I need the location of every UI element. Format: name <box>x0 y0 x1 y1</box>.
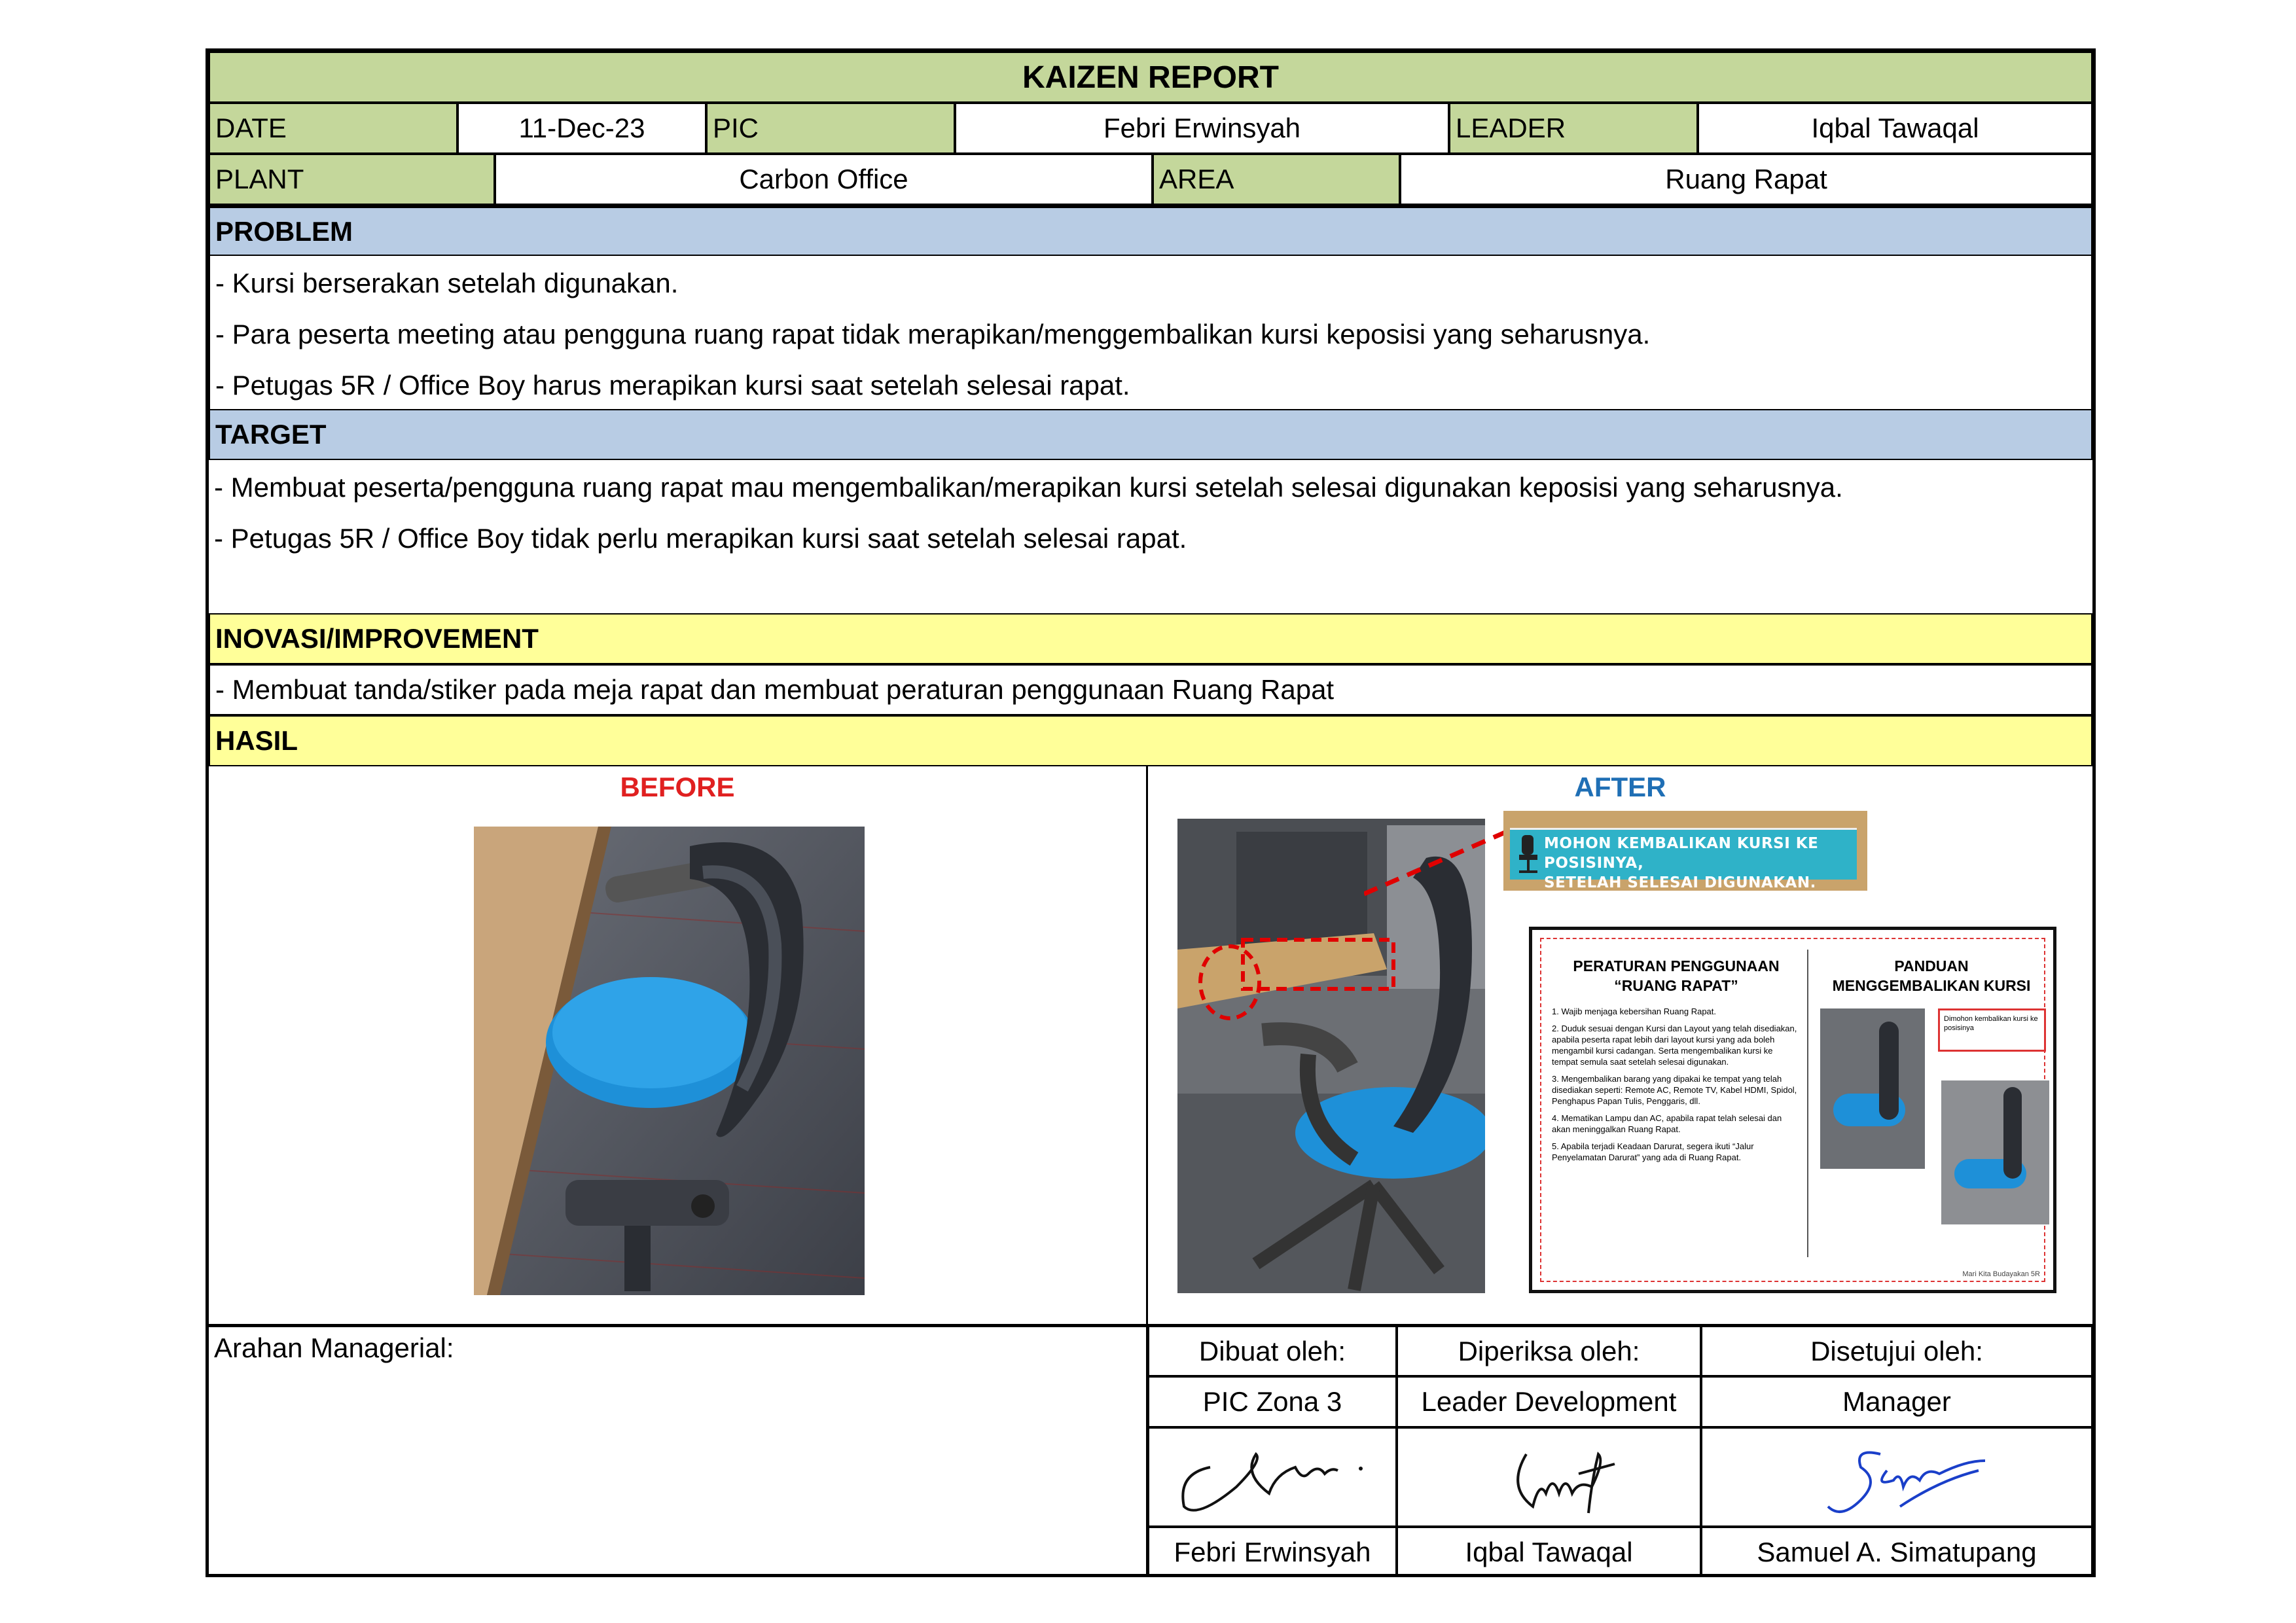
arahan-managerial <box>209 1324 1148 1577</box>
sticker-line: SETELAH SELESAI DIGUNAKAN. <box>1544 874 1816 891</box>
poster-callout: Dimohon kembalikan kursi ke posisinya <box>1938 1008 2046 1052</box>
area-label: AREA <box>1153 154 1400 205</box>
poster-rule: 3. Mengembalikan barang yang dipakai ke tempat yang telah disediakan seperti: Remote AC, Remote TV, Kabel HDMI, Spidol, Penghapus Papan Tulis, Penggaris, dll. <box>1552 1074 1797 1106</box>
signature-samuel <box>1789 1435 2005 1520</box>
rules-poster <box>1529 927 2056 1293</box>
chair-icon <box>1515 834 1541 874</box>
arahan-label: Arahan Managerial: <box>214 1332 454 1363</box>
poster-rules <box>1552 1006 1801 1169</box>
approval-role: Leader Development <box>1397 1376 1701 1427</box>
report-title: KAIZEN REPORT <box>209 52 2092 103</box>
problem-line: - Para peserta meeting atau pengguna ruang rapat tidak merapikan/menggembalikan kursi keposisi yang seharusnya. <box>215 319 1651 349</box>
pic-label: PIC <box>706 103 955 154</box>
pic-value: Febri Erwinsyah <box>955 103 1449 154</box>
poster-left-title <box>1552 956 1801 995</box>
problem-line: - Kursi berserakan setelah digunakan. <box>215 268 679 298</box>
poster-photo-2 <box>1941 1080 2049 1224</box>
problem-body <box>209 256 2092 409</box>
signature-iqbal <box>1441 1435 1657 1520</box>
leader-value: Iqbal Tawaqal <box>1698 103 2092 154</box>
target-line: - Petugas 5R / Office Boy tidak perlu merapikan kursi saat setelah selesai rapat. <box>214 523 1187 554</box>
poster-title-line: “RUANG RAPAT” <box>1614 977 1738 994</box>
sticker-photo <box>1503 811 1867 891</box>
improvement-heading: INOVASI/IMPROVEMENT <box>209 613 2092 664</box>
approval-header: Disetujui oleh: <box>1701 1324 2092 1376</box>
poster-title-line: MENGGEMBALIKAN KURSI <box>1832 977 2031 994</box>
signature-febri <box>1164 1435 1380 1520</box>
problem-heading: PROBLEM <box>209 205 2092 256</box>
area-value: Ruang Rapat <box>1400 154 2092 205</box>
signature-cell <box>1701 1427 2092 1527</box>
signature-cell <box>1397 1427 1701 1527</box>
poster-rule: 2. Duduk sesuai dengan Kursi dan Layout yang telah disediakan, apabila peserta rapat lebih dari layout kursi yang ada boleh mengambil kursi cadangan. Serta mengembalikan kursi ke tempat semula saat setelah selesai digunakan. <box>1552 1024 1797 1067</box>
approval-name: Febri Erwinsyah <box>1148 1527 1397 1577</box>
improvement-line: - Membuat tanda/stiker pada meja rapat dan membuat peraturan penggunaan Ruang Rapat <box>209 664 2092 715</box>
plant-label: PLANT <box>209 154 495 205</box>
approval-header: Diperiksa oleh: <box>1397 1324 1701 1376</box>
problem-line: - Petugas 5R / Office Boy harus merapikan kursi saat setelah selesai rapat. <box>215 370 1130 401</box>
date-value: 11-Dec-23 <box>457 103 706 154</box>
approval-role: Manager <box>1701 1376 2092 1427</box>
poster-footer: Mari Kita Budayakan 5R <box>1962 1270 2040 1278</box>
sticker-label <box>1510 828 1857 891</box>
plant-value: Carbon Office <box>495 154 1153 205</box>
target-body <box>209 460 2092 613</box>
poster-rule: 5. Apabila terjadi Keadaan Darurat, segera ikuti “Jalur Penyelamatan Darurat” yang ada di Ruang Rapat. <box>1552 1141 1754 1162</box>
after-panel <box>1148 766 2092 1324</box>
signature-cell <box>1148 1427 1397 1527</box>
poster-title-line: PANDUAN <box>1894 957 1969 974</box>
poster-title-line: PERATURAN PENGGUNAAN <box>1573 957 1780 974</box>
target-heading: TARGET <box>209 409 2092 460</box>
before-panel <box>209 766 1148 1324</box>
kaizen-report-sheet <box>206 48 2096 1577</box>
poster-rule: 4. Mematikan Lampu dan AC, apabila rapat telah selesai dan akan meninggalkan Ruang Rapat. <box>1552 1113 1782 1134</box>
approval-role: PIC Zona 3 <box>1148 1376 1397 1427</box>
before-label: BEFORE <box>620 772 735 802</box>
poster-rule: 1. Wajib menjaga kebersihan Ruang Rapat. <box>1552 1007 1716 1016</box>
approval-header: Dibuat oleh: <box>1148 1324 1397 1376</box>
target-line: - Membuat peserta/pengguna ruang rapat mau mengembalikan/merapikan kursi setelah selesai digunakan keposisi yang seharusnya. <box>214 472 1843 503</box>
sticker-line: MOHON KEMBALIKAN KURSI KE POSISINYA, <box>1544 835 1819 872</box>
leader-label: LEADER <box>1449 103 1698 154</box>
before-chair-photo <box>474 827 865 1295</box>
approval-name: Iqbal Tawaqal <box>1397 1527 1701 1577</box>
poster-right-title <box>1814 956 2049 995</box>
approval-name: Samuel A. Simatupang <box>1701 1527 2092 1577</box>
date-label: DATE <box>209 103 457 154</box>
after-label: AFTER <box>1574 772 1666 802</box>
hasil-heading: HASIL <box>209 715 2092 766</box>
poster-photo-1 <box>1820 1008 1925 1169</box>
